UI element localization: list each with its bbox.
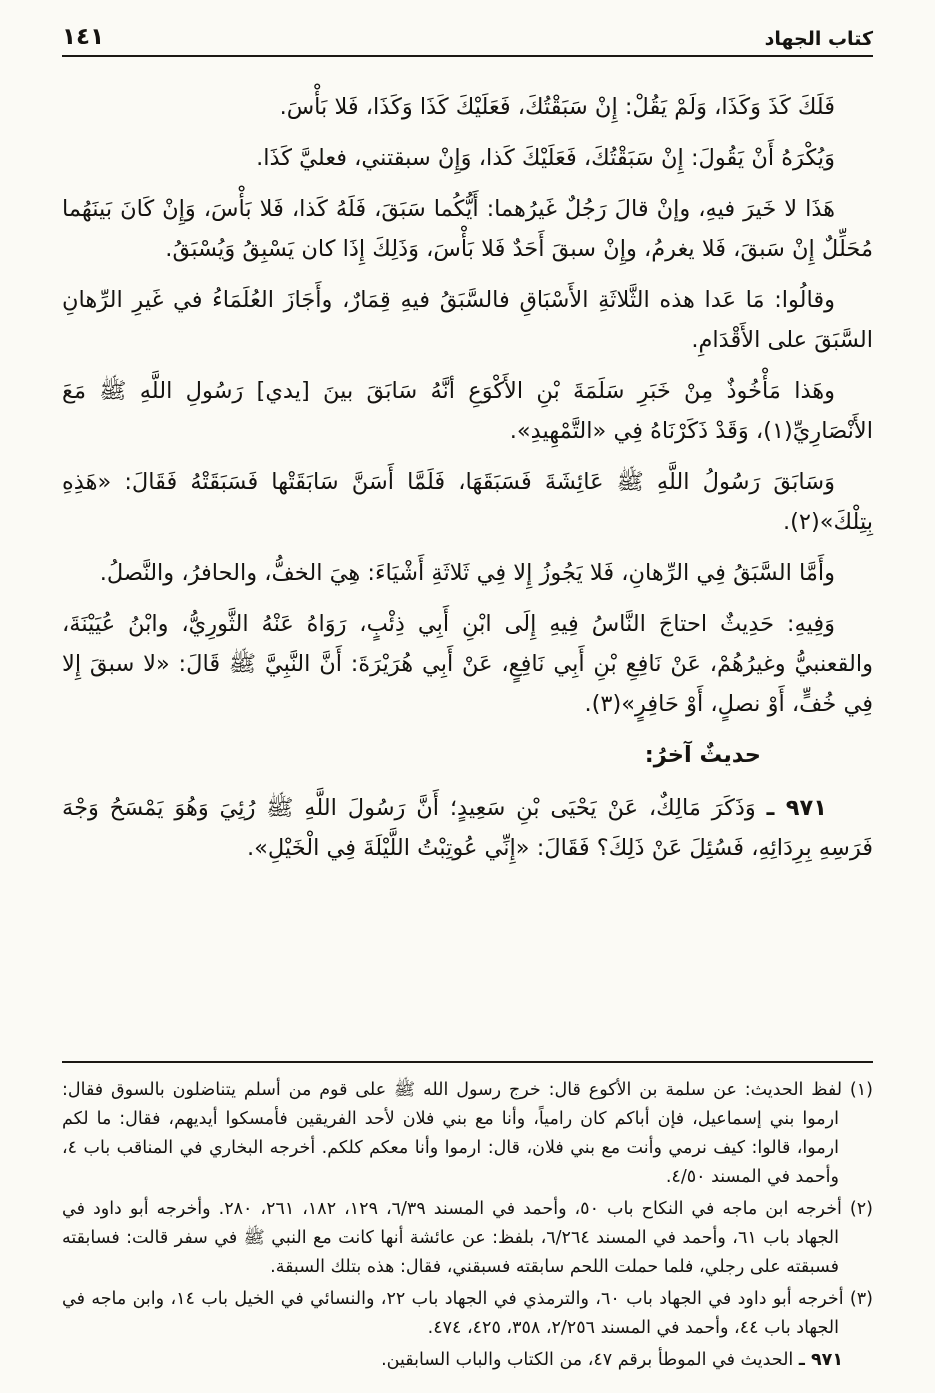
body-paragraph: وَيُكْرَهُ أَنْ يَقُولَ: إِنْ سَبَقْتُكَ، فَعَلَيْكَ كَذا، وَإِنْ سبقتني، فعليَّ كَذَا.: [256, 145, 835, 171]
book-title: كتاب الجهاد: [764, 28, 873, 50]
hadith-text: وَذَكَرَ مَالِكٌ، عَنْ يَحْيَى بْنِ سَعِيدٍ؛ أَنَّ رَسُولَ اللَّهِ ﷺ رُئِيَ وَهُوَ يَمْسَحُ وَجْهَ فَرَسِهِ بِرِدَائِهِ، فَسُئِلَ عَنْ ذَلِكَ؟ فَقَالَ: «إِنِّي عُوتِبْتُ اللَّيْلَةَ فِي الْخَيْلِ».: [62, 795, 873, 861]
body-paragraph: وَفِيهِ: حَدِيثٌ احتاجَ النَّاسُ فِيهِ إِلَى ابْنِ أَبِي ذِئْبٍ، رَوَاهُ عَنْهُ الثَّورِيُّ، وابْنُ عُيَيْنَةَ، والقعنبيُّ وغيرُهُمْ، عَنْ نَافِعِ بْنِ أَبِي نَافِعٍ، عَنْ أَبِي هُرَيْرَةَ: أَنَّ النَّبِيَّ ﷺ قَالَ: «لا سبقَ إِلا فِي خُفٍّ، أَوْ نصلٍ، أَوْ حَافِرٍ»(٣).: [62, 611, 873, 717]
footnote-hadith-971: [62, 1346, 873, 1375]
footnotes-section: [62, 1076, 873, 1375]
page-body: [62, 57, 873, 879]
footnote-hadith-text: الحديث في الموطأ برقم ٤٧، من الكتاب والباب السابقين.: [381, 1350, 794, 1370]
page-header: [62, 24, 873, 57]
hadith-number: ٩٧١ ـ: [766, 795, 827, 821]
body-paragraph: وقالُوا: مَا عَدا هذه الثَّلاثَةِ الأَسْبَاقِ فالسَّبَقُ فيهِ قِمَارٌ، وأَجَازَ العُلَمَاءُ في غَيرِ الرِّهانِ السَّبَقَ على الأَقْدَامِ.: [62, 287, 873, 353]
body-paragraph: وأَمَّا السَّبَقُ فِي الرِّهانِ، فَلا يَجُوزُ إِلا فِي ثَلاثَةِ أَشْيَاءَ: هِيَ الخفُّ، والحافرُ، والنَّصلُ.: [99, 560, 835, 586]
body-paragraph: هَذَا لا خَيرَ فيهِ، وإنْ قالَ رَجُلٌ غَيرُهما: أَيُّكُما سَبَقَ، فَلَهُ كَذا، فَلا بَأْسَ، وَإِنْ كَانَ بَينَهُما مُحَلِّلٌ إِنْ سَبقَ، فَلا يغرمُ، وإِنْ سبقَ أَحَدٌ فَلا بَأْسَ، وَذَلِكَ إِذَا كان يَسْبِقُ وَيُسْبَقُ.: [62, 196, 873, 262]
footnote-hadith-number: ٩٧١ ـ: [798, 1350, 843, 1370]
hadith-subheading: حديثٌ آخرُ:: [644, 742, 761, 768]
hadith-971-paragraph: [62, 788, 873, 868]
footnote-3: (٣) أخرجه أبو داود في الجهاد باب ٦٠، والترمذي في الجهاد باب ٢٢، والنسائي في الخيل باب ١٤، وابن ماجه في الجهاد باب ٤٤، وأحمد في المسند ٢/٢٥٦، ٣٥٨، ٤٢٥، ٤٧٤.: [62, 1289, 873, 1338]
body-paragraph: فَلَكَ كَذَ وَكَذَا، وَلَمْ يَقُلْ: إِنْ سَبَقْتُكَ، فَعَلَيْكَ كَذَا وَكَذَا، فَلا بَأْسَ.: [279, 94, 835, 120]
body-paragraph: وهَذا مَأْخُوذٌ مِنْ خَبَرِ سَلَمَةَ بْنِ الأَكْوَعِ أنَّهُ سَابَقَ بينَ [يدي] رَسُولِ اللَّهِ ﷺ مَعَ الأَنْصَارِيِّ(١)، وَقَدْ ذَكَرْنَاهُ فِي «التَّمْهِيدِ».: [62, 378, 873, 444]
page-number: ١٤١: [62, 24, 105, 50]
footnote-2: (٢) أخرجه ابن ماجه في النكاح باب ٥٠، وأحمد في المسند ٦/٣٩، ١٢٩، ١٨٢، ٢٦١، ٢٨٠. وأخرجه أبو داود في الجهاد باب ٦١، وأحمد في المسند ٦/٢٦٤، بلفظ: عن عائشة أنها كانت مع النبي ﷺ في سفر قالت: فسابقته فسبقته على رجلي، فلما حملت اللحم سابقته فسبقني، فقال: هذه بتلك السبقة.: [62, 1199, 873, 1277]
footnote-separator: [62, 1061, 873, 1063]
footnote-1: (١) لفظ الحديث: عن سلمة بن الأكوع قال: خرج رسول الله ﷺ على قوم من أسلم يتناضلون بالسوق فقال: ارموا بني إسماعيل، فإن أباكم كان رامياً، وأنا مع بني فلان لأحد الفريقين فأمسكوا أيديهم، فقال: ما لكم ارموا، قالوا: كيف نرمي وأنت مع بني فلان، قال: ارموا وأنا معكم كلكم. أخرجه البخاري في المناقب باب ٤، وأحمد في المسند ٤/٥٠.: [62, 1080, 873, 1187]
body-paragraph: وَسَابَقَ رَسُولُ اللَّهِ ﷺ عَائِشَةَ فَسَبَقَهَا، فَلَمَّا أَسَنَّ سَابَقَتْها فَسَبَقَتْهُ فَقَالَ: «هَذِهِ بِتِلْكَ»(٢).: [62, 469, 873, 535]
